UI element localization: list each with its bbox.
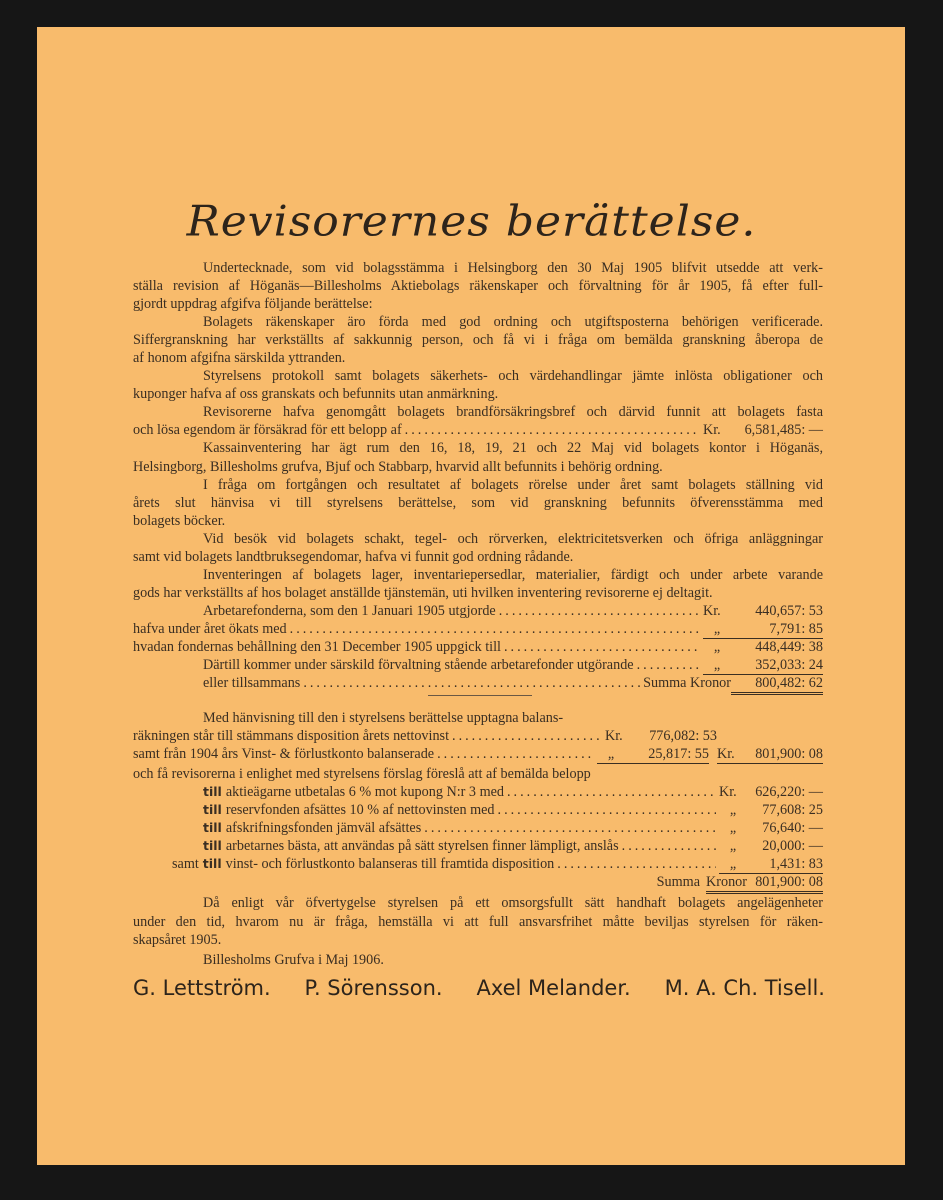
row-amount: 448,449: 38 — [755, 638, 823, 655]
section-audit-report — [133, 259, 823, 692]
fund-row — [133, 602, 823, 620]
row-label: Arbetarefonderna, som den 1 Januari 1905 utgjorde — [203, 602, 496, 619]
allocation-row — [133, 819, 823, 837]
till-word: till — [203, 838, 222, 854]
row-label: samt från 1904 års Vinst- & förlustkonto balanserade — [133, 746, 435, 763]
text-line: Med hänvisning till den i styrelsens berättelse upptagna balans- — [203, 710, 564, 726]
row-label: vinst- och förlustkonto balanseras till framtida disposition — [225, 856, 555, 873]
row-currency: „ — [729, 838, 737, 855]
text-line: årets slut hänvisa vi till styrelsens berättelse, som vid granskning befunnits öfverensstämma med — [133, 494, 823, 511]
row-label: räkningen står till stämmans disposition årets nettovinst — [133, 728, 450, 745]
text-line: samt vid bolagets landtbruksegendomar, hafva vi funnit god ordning rådande. — [133, 548, 574, 565]
text-line: gjordt uppdrag afgifva följande berättelse: — [133, 296, 373, 313]
text-line: Vid besök vid bolagets schakt, tegel- och rörverken, elektricitetsverken och öfriga anläggningar — [203, 530, 823, 547]
row-label: eller tillsammans — [203, 675, 301, 692]
till-word: till — [203, 820, 222, 836]
row-amount: 7,791: 85 — [731, 620, 823, 639]
insurance-row — [133, 421, 823, 439]
profit-row — [133, 745, 823, 763]
row-currency: „ — [729, 802, 737, 819]
row-currency: Summa Kronor — [643, 675, 731, 692]
profit-row — [133, 727, 717, 745]
text-line: kuponger hafva af oss granskats och befunnits utan anmärkning. — [133, 386, 499, 403]
allocation-row — [133, 783, 823, 801]
row-label: afskrifningsfonden jämväl afsättes — [225, 820, 422, 837]
row-label: aktieägarne utbetalas 6 % mot kupong N:r 3 med — [225, 784, 504, 801]
fund-total-row — [133, 674, 823, 692]
till-word: till — [202, 856, 222, 872]
row-currency: Kr. — [719, 784, 737, 801]
row-amount: 6,581,485: — — [744, 422, 823, 439]
section-profit-disposition — [133, 709, 823, 969]
row-currency: Kr. — [703, 422, 721, 439]
total-currency: Kr. — [717, 745, 747, 764]
row-amount: 1,431: 83 — [747, 855, 823, 874]
signatures — [133, 976, 825, 1000]
text-line: gods har verkställts af hos bolaget anställde tjänstemän, uti hvilken inventering revisorerne ej deltagit. — [133, 584, 713, 601]
place-date: Billesholms Grufva i Maj 1906. — [203, 951, 384, 968]
row-currency: „ — [719, 855, 747, 874]
till-word: till — [203, 802, 222, 818]
allocation-row — [133, 801, 823, 819]
row-label: och lösa egendom är försäkrad för ett belopp af — [133, 422, 402, 439]
total-amount: 801,900: 08 — [747, 745, 823, 764]
section-divider — [428, 695, 532, 696]
signature: P. Sörensson. — [304, 976, 443, 1000]
row-label: hvadan fondernas behållning den 31 December 1905 uppgick till — [133, 638, 501, 655]
signature: M. A. Ch. Tisell. — [664, 976, 825, 1000]
allocation-row — [133, 837, 823, 855]
text-line: I fråga om fortgången och resultatet af bolagets rörelse under året samt bolagets ställning vid — [203, 476, 823, 493]
row-currency: „ — [597, 745, 625, 764]
text-line: skapsåret 1905. — [133, 931, 222, 948]
sum-amount: 801,900: 08 — [747, 873, 823, 894]
text-line: af honom afgifna särskilda yttranden. — [133, 350, 346, 367]
text-line: Bolagets räkenskaper äro förda med god ordning och utgiftsposterna behörigen verificerade. — [203, 314, 823, 331]
row-currency: „ — [703, 620, 731, 639]
text-line: Kassainventering har ägt rum den 16, 18, 19, 21 och 22 Maj vid bolagets kontor i Höganäs, — [203, 440, 823, 457]
document-title: Revisorernes berättelse. — [186, 197, 757, 246]
row-label: reservfonden afsättes 10 % af nettovinsten med — [225, 802, 495, 819]
text-line: Styrelsens protokoll samt bolagets säkerhets- och värdehandlingar jämte inlösta obligationer och — [203, 368, 823, 385]
row-amount: 626,220: — — [755, 784, 823, 801]
allocation-sum-row — [133, 873, 823, 891]
sum-label: Summa — [656, 874, 701, 891]
signature: G. Lettström. — [133, 976, 271, 1000]
samt-word: samt — [172, 856, 199, 873]
text-line: Siffergranskning har verkställts af sakkunnig person, och få vi i fråga om bemälda granskning åberopa de — [133, 332, 823, 349]
row-label: Därtill kommer under särskild förvaltning stående arbetarefonder utgörande — [203, 657, 634, 674]
text-line: Då enligt vår öfvertygelse styrelsen på ett omsorgsfullt sätt handhaft bolagets angelägenheter — [203, 895, 823, 912]
text-line: bolagets böcker. — [133, 512, 226, 529]
till-word: till — [203, 784, 222, 800]
row-label: hafva under året ökats med — [133, 620, 287, 637]
row-label: arbetarnes bästa, att användas på sätt styrelsen finner lämpligt, anslås — [225, 838, 619, 855]
allocation-row — [133, 855, 823, 873]
row-amount: 76,640: — — [762, 820, 823, 837]
row-currency: „ — [713, 638, 721, 655]
row-currency: „ — [729, 820, 737, 837]
text-line: Revisorerne hafva genomgått bolagets brandförsäkringsbref och därvid funnit att bolagets fasta — [203, 404, 823, 421]
text-line: Undertecknade, som vid bolagsstämma i Helsingborg den 30 Maj 1905 blifvit utsedde att verk- — [203, 260, 823, 276]
row-currency: Kr. — [605, 728, 623, 745]
sum-currency: Kronor — [706, 873, 747, 894]
fund-row — [133, 656, 823, 674]
row-amount: 77,608: 25 — [762, 802, 823, 819]
fund-row — [133, 638, 823, 656]
text-line: under den tid, hvarom nu är fråga, hemställa vi att full ansvarsfrihet måtte beviljas styrelsen för räken- — [133, 913, 823, 930]
row-currency: „ — [703, 656, 731, 675]
row-amount: 25,817: 55 — [625, 745, 709, 764]
text-line: Inventeringen af bolagets lager, inventariepersedlar, materialier, färdigt och under arbete varande — [203, 566, 823, 583]
text-line: ställa revision af Höganäs—Billesholms Aktiebolags räkenskaper och förvaltning för år 1905, få efter full- — [133, 278, 823, 295]
row-amount: 440,657: 53 — [755, 602, 823, 619]
fund-row — [133, 620, 823, 638]
text-line: Helsingborg, Billesholms grufva, Bjuf och Stabbarp, hvarvid allt befunnits i behörig ordning. — [133, 458, 663, 475]
row-currency: Kr. — [703, 602, 721, 619]
row-amount: 776,082: 53 — [649, 728, 717, 745]
text-line: och få revisorerna i enlighet med styrelsens förslag föreslå att af bemälda belopp — [133, 766, 591, 783]
row-amount: 800,482: 62 — [731, 674, 823, 695]
signature: Axel Melander. — [476, 976, 631, 1000]
row-amount: 20,000: — — [762, 838, 823, 855]
row-amount: 352,033: 24 — [731, 656, 823, 675]
